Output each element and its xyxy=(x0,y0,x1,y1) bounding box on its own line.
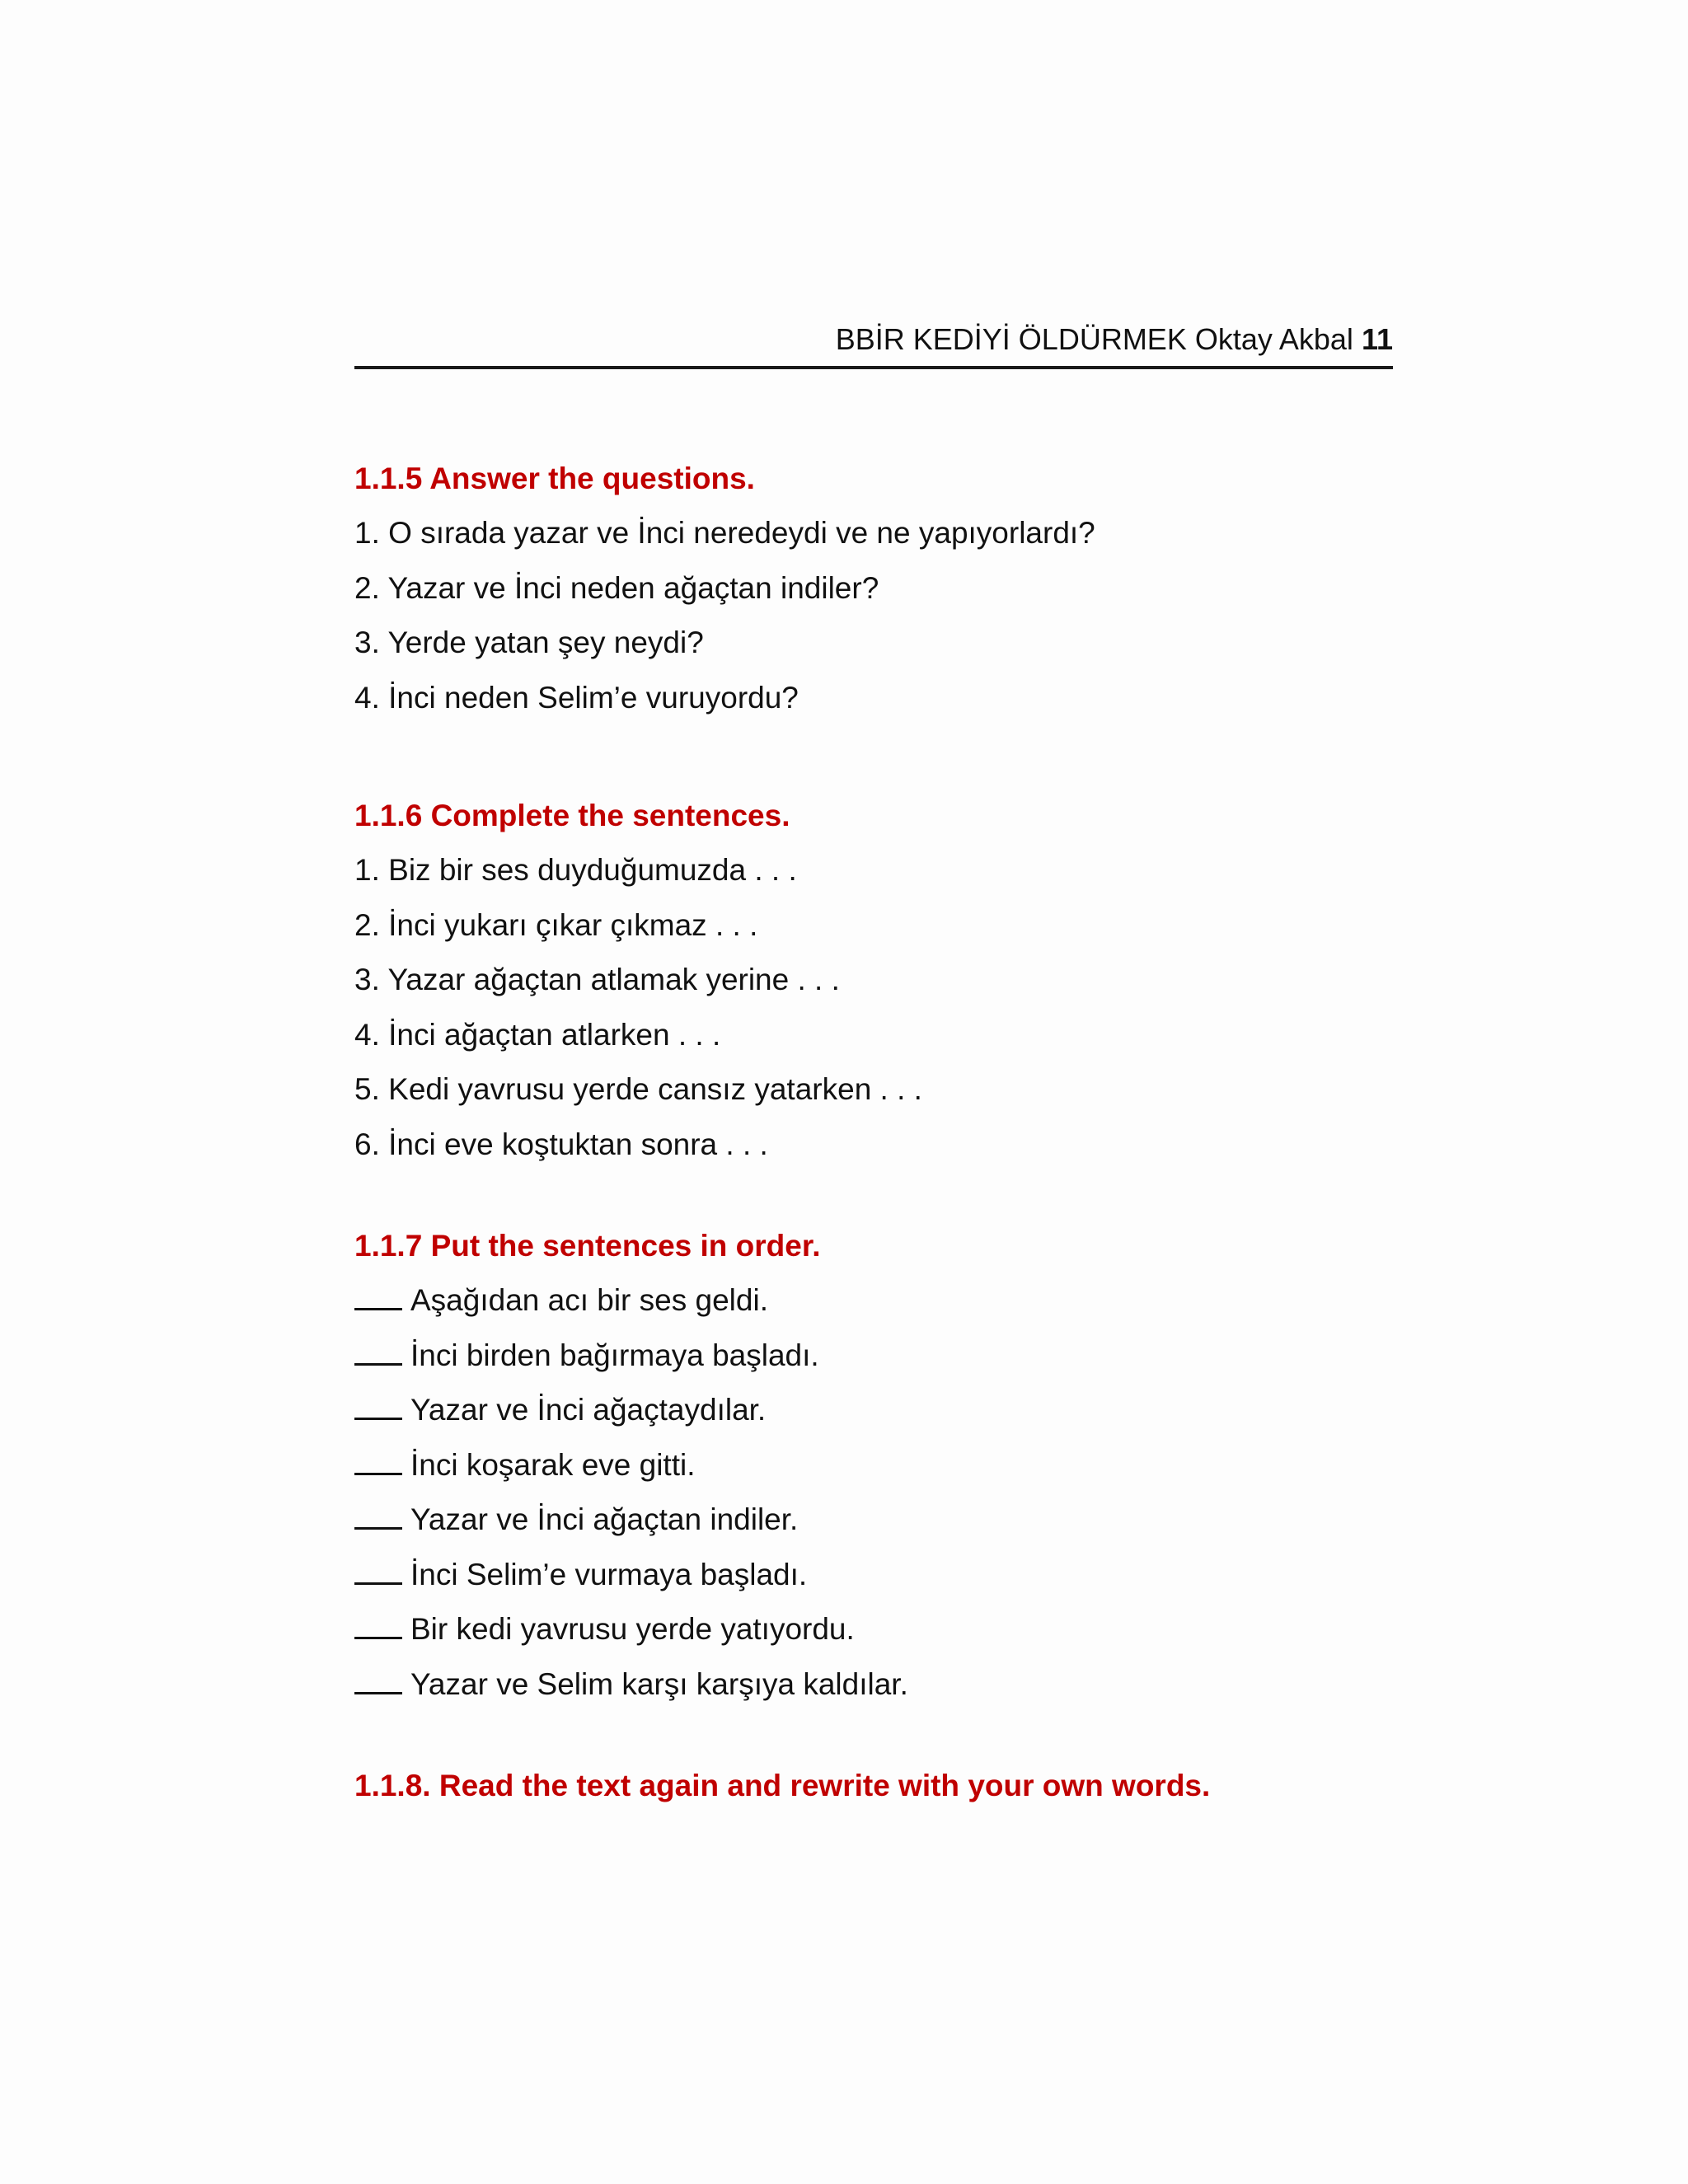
page-number: 11 xyxy=(1361,322,1393,356)
order-blank xyxy=(354,1335,402,1366)
sentence-item: 2. İnci yukarı çıkar çıkmaz . . . xyxy=(354,907,758,942)
question-item: 2. Yazar ve İnci neden ağaçtan indiler? xyxy=(354,570,879,605)
question-list xyxy=(354,506,1393,725)
running-header xyxy=(354,313,1393,369)
section-title: 1.1.8. Read the text again and rewrite with your own words. xyxy=(354,1769,1211,1802)
order-blank xyxy=(354,1664,402,1694)
sentence-item: 4. İnci ağaçtan atlarken . . . xyxy=(354,1017,721,1052)
order-blank xyxy=(354,1390,402,1420)
order-sentence: İnci birden bağırmaya başladı. xyxy=(410,1338,819,1372)
order-blank xyxy=(354,1609,402,1639)
order-item xyxy=(354,1493,1393,1548)
question-item: 3. Yerde yatan şey neydi? xyxy=(354,626,704,659)
sentence-item: 5. Kedi yavrusu yerde cansız yatarken . . . xyxy=(354,1072,922,1106)
order-item xyxy=(354,1438,1393,1493)
order-sentence: Yazar ve İnci ağaçtaydılar. xyxy=(410,1393,767,1427)
order-sentence: Bir kedi yavrusu yerde yatıyordu. xyxy=(410,1612,855,1646)
order-sentence: İnci Selim’e vurmaya başladı. xyxy=(410,1557,808,1591)
order-sentence: Yazar ve İnci ağaçtan indiler. xyxy=(410,1502,799,1536)
order-blank xyxy=(354,1445,402,1475)
order-sentence: Aşağıdan acı bir ses geldi. xyxy=(410,1283,768,1317)
section-complete-sentences xyxy=(354,789,1393,1172)
order-item xyxy=(354,1548,1393,1603)
order-blank xyxy=(354,1499,402,1530)
sentence-item: 6. İnci eve koştuktan sonra . . . xyxy=(354,1127,768,1161)
section-order-sentences xyxy=(354,1219,1393,1712)
order-sentence: İnci koşarak eve gitti. xyxy=(410,1447,696,1482)
section-answer-questions xyxy=(354,452,1393,725)
document-page xyxy=(354,0,1393,2184)
sentence-list xyxy=(354,843,1393,1172)
order-item xyxy=(354,1383,1393,1438)
order-item xyxy=(354,1273,1393,1329)
section-rewrite xyxy=(354,1759,1393,1813)
section-title: 1.1.6 Complete the sentences. xyxy=(354,799,790,832)
order-blank xyxy=(354,1554,402,1585)
order-blank xyxy=(354,1280,402,1310)
order-sentence: Yazar ve Selim karşı karşıya kaldılar. xyxy=(410,1666,908,1701)
order-item xyxy=(354,1657,1393,1713)
question-item: 1. O sırada yazar ve İnci neredeydi ve ne yapıyorlardı? xyxy=(354,516,1095,550)
section-title: 1.1.7 Put the sentences in order. xyxy=(354,1229,821,1263)
sentence-item: 3. Yazar ağaçtan atlamak yerine . . . xyxy=(354,963,840,996)
order-item xyxy=(354,1602,1393,1657)
question-item: 4. İnci neden Selim’e vuruyordu? xyxy=(354,680,799,715)
order-list xyxy=(354,1273,1393,1712)
header-title: BBİR KEDİYİ ÖLDÜRMEK Oktay Akbal xyxy=(835,322,1353,356)
order-item xyxy=(354,1329,1393,1384)
sentence-item: 1. Biz bir ses duyduğumuzda . . . xyxy=(354,853,797,887)
section-title: 1.1.5 Answer the questions. xyxy=(354,462,755,495)
